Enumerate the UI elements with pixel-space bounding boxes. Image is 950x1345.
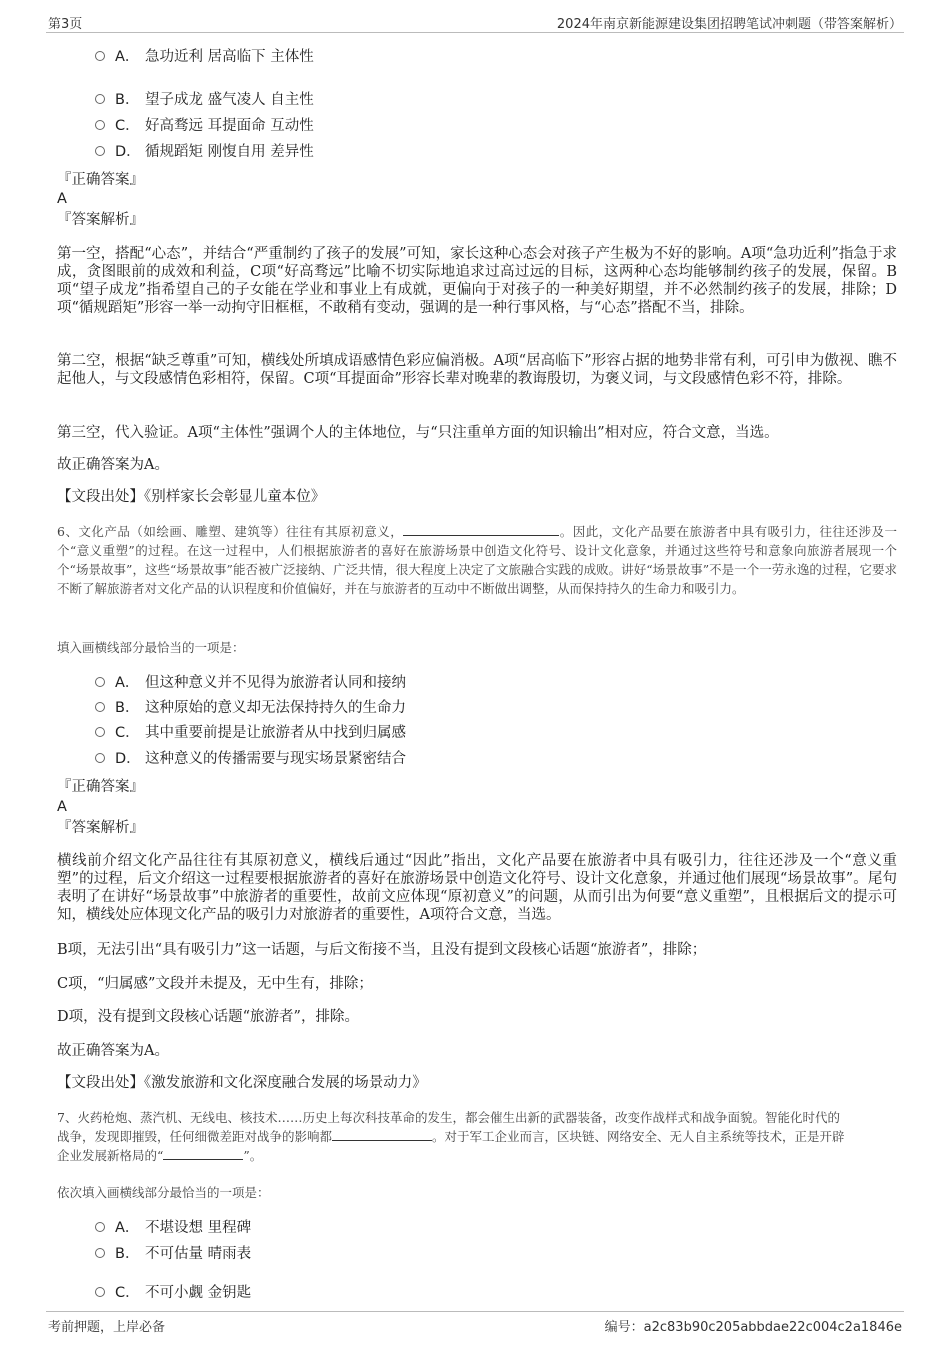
analysis-label: 『答案解析』 (57, 212, 144, 228)
analysis-conclusion: 故正确答案为A。 (57, 457, 169, 473)
radio-icon[interactable] (95, 1222, 105, 1232)
answer-value: A (57, 799, 67, 815)
analysis-paragraph: 横线前介绍文化产品往往有其原初意义，横线后通过“因此”指出，文化产品要在旅游者中具有吸引力，往往还涉及一个“意义重塑”的过程，后文介绍这一过程要根据旅游者的喜好在旅游场景中创造文化符号、设计文化意象，并通过他们展现“场景故事”。尾句表明了在讲好“场景故事”中旅游者的重要性，故前文应体现“原初意义”的问题，从而引出为何要“意义重塑”，且根据后文的提示可知，横线处应体现文化产品的吸引力对旅游者的重要性，A项符合文意，当选。 (57, 853, 897, 923)
radio-icon[interactable] (95, 702, 105, 712)
footer-slogan: 考前押题，上岸必备 (48, 1320, 166, 1335)
analysis-paragraph: 第三空，代入验证。A项“主体性”强调个人的主体地位，与“只注重单方面的知识输出”相对应，符合文意，当选。 (57, 425, 779, 441)
analysis-paragraph: B项，无法引出“具有吸引力”这一话题，与后文衔接不当，且没有提到文段核心话题“旅游者”，排除； (57, 942, 707, 958)
analysis-conclusion: 故正确答案为A。 (57, 1043, 169, 1059)
text-source: 【文段出处】《别样家长会彰显儿童本位》 (57, 489, 326, 505)
analysis-label: 『答案解析』 (57, 820, 144, 836)
analysis-paragraph: D项，没有提到文段核心话题“旅游者”，排除。 (57, 1009, 359, 1025)
question-stem: 7、火药枪炮、蒸汽机、无线电、核技术……历史上每次科技革命的发生，都会催生出新的武器装备，改变作战样式和战争面貌。智能化时代的 战争，发现即摧毁，任何细微差距对战争的影响都 。对于军工企业而言，区块链、网络安全、无人自主系统等技术，正是开辟 企业发展新格局的“ ”。 (57, 1110, 845, 1163)
analysis-paragraph: C项，“归属感”文段并未提及，无中生有，排除； (57, 976, 373, 992)
radio-icon[interactable] (95, 120, 105, 130)
q5-option-b[interactable]: B． 望子成龙 盛气凌人 自主性 (95, 90, 314, 110)
q6-option-a[interactable]: A． 但这种意义并不见得为旅游者认同和接纳 (95, 673, 406, 693)
answer-label: 『正确答案』 (57, 172, 144, 188)
q5-option-d[interactable]: D． 循规蹈矩 刚愎自用 差异性 (95, 142, 314, 162)
radio-icon[interactable] (95, 146, 105, 156)
question-prompt: 依次填入画横线部分最恰当的一项是： (57, 1185, 270, 1200)
q5-option-a[interactable]: A． 急功近利 居高临下 主体性 (95, 47, 314, 67)
answer-blank (332, 1128, 432, 1141)
question-prompt: 填入画横线部分最恰当的一项是： (57, 640, 245, 655)
q7-option-a[interactable]: A． 不堪设想 里程碑 (95, 1218, 251, 1238)
answer-value: A (57, 191, 67, 207)
radio-icon[interactable] (95, 753, 105, 763)
q6-option-b[interactable]: B． 这种原始的意义却无法保持持久的生命力 (95, 698, 406, 718)
radio-icon[interactable] (95, 1248, 105, 1258)
radio-icon[interactable] (95, 51, 105, 61)
question-stem: 6、文化产品（如绘画、雕塑、建筑等）往往有其原初意义， 。因此，文化产品要在旅游者中具有吸引力，往往还涉及一个“意义重塑”的过程。在这一过程中，人们根据旅游者的喜好在旅游场景中创造文化符号、设计文化意象，并通过这些符号和意象向旅游者展现一个个“场景故事”，这些“场景故事”能否被广泛接纳、广泛共情，很大程度上决定了文旅融合实践的成败。讲好“场景故事”不是一个一劳永逸的过程，它要求不断了解旅游者对文化产品的认识程度和价值偏好，并在与旅游者的互动中不断做出调整，从而保持持久的生命力和吸引力。 (57, 524, 897, 596)
page-footer (46, 1311, 904, 1336)
answer-blank (403, 523, 559, 536)
radio-icon[interactable] (95, 1287, 105, 1297)
analysis-paragraph: 第一空，搭配“心态”，并结合“严重制约了孩子的发展”可知，家长这种心态会对孩子产生极为不好的影响。A项“急功近利”指急于求成，贪图眼前的成效和利益，C项“好高骛远”比喻不切实际地追求过高过远的目标，这两种心态均能够制约孩子的发展，保留。B项“望子成龙”指希望自己的子女能在学业和事业上有成就，更偏向于对孩子的一种美好期望，并不必然制约孩子的发展，排除；D项“循规蹈矩”形容一举一动拘守旧框框，不敢稍有变动，强调的是一种行事风格，与“心态”搭配不当，排除。 (57, 246, 897, 316)
q6-option-c[interactable]: C． 其中重要前提是让旅游者从中找到归属感 (95, 723, 406, 743)
q7-option-c[interactable]: C． 不可小觑 金钥匙 (95, 1283, 251, 1303)
answer-label: 『正确答案』 (57, 779, 144, 795)
q5-option-c[interactable]: C． 好高骛远 耳提面命 互动性 (95, 116, 314, 136)
radio-icon[interactable] (95, 94, 105, 104)
document-code: 编号：a2c83b90c205abbdae22c004c2a1846e (604, 1320, 902, 1335)
document-title: 2024年南京新能源建设集团招聘笔试冲刺题（带答案解析） (556, 17, 902, 32)
q6-option-d[interactable]: D． 这种意义的传播需要与现实场景紧密结合 (95, 749, 406, 769)
q7-option-b[interactable]: B． 不可估量 晴雨表 (95, 1244, 251, 1264)
analysis-paragraph: 第二空，根据“缺乏尊重”可知，横线处所填成语感情色彩应偏消极。A项“居高临下”形容占据的地势非常有利，可引申为傲视、瞧不起他人，与文段感情色彩相符，保留。C项“耳提面命”形容长辈对晚辈的教诲殷切，为褒义词，与文段感情色彩不符，排除。 (57, 353, 897, 387)
answer-blank (163, 1147, 243, 1160)
page-header (46, 10, 904, 33)
text-source: 【文段出处】《激发旅游和文化深度融合发展的场景动力》 (57, 1075, 427, 1091)
page-number: 第3页 (48, 17, 83, 32)
radio-icon[interactable] (95, 677, 105, 687)
radio-icon[interactable] (95, 727, 105, 737)
